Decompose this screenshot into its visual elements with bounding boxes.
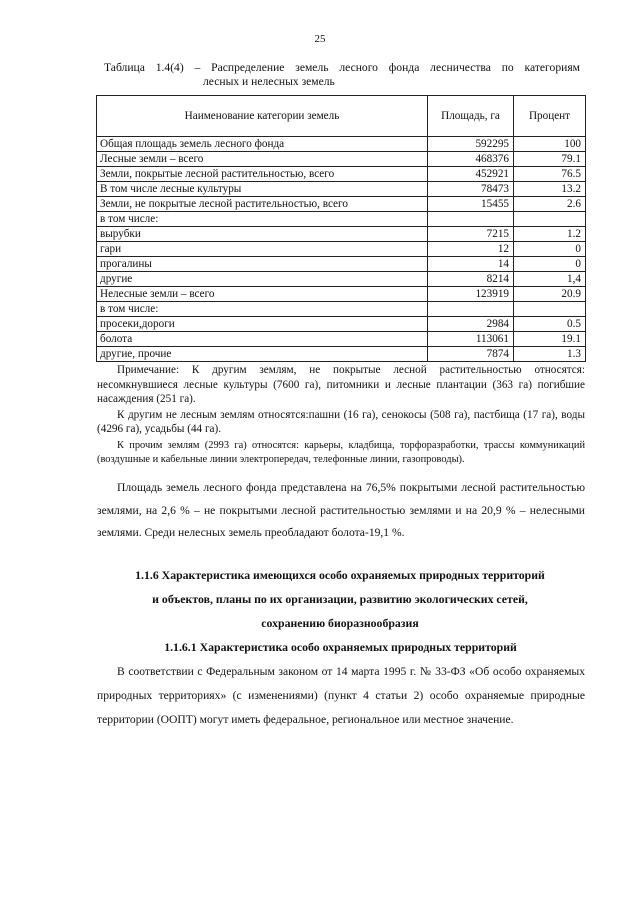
- cell-category: болота: [97, 332, 428, 347]
- cell-area: 452921: [428, 167, 514, 182]
- table-row: [97, 227, 586, 242]
- cell-category: просеки,дороги: [97, 317, 428, 332]
- cell-category: в том числе:: [97, 212, 428, 227]
- cell-area: [428, 212, 514, 227]
- table-row: [97, 197, 586, 212]
- table-row: [97, 182, 586, 197]
- table-row: [97, 167, 586, 182]
- section-heading-line2: и объектов, планы по их организации, развитию экологических сетей,: [152, 592, 528, 606]
- cell-area: 468376: [428, 152, 514, 167]
- cell-area: 113061: [428, 332, 514, 347]
- cell-area: 78473: [428, 182, 514, 197]
- column-header-area: Площадь, га: [428, 96, 514, 137]
- table-caption-line2: лесных и нелесных земель: [203, 75, 335, 88]
- cell-area: 7874: [428, 347, 514, 362]
- table-caption-line1: Таблица 1.4(4) – Распределение земель лесного фонда лесничества по категориям: [104, 61, 580, 74]
- cell-category: Земли, покрытые лесной растительностью, всего: [97, 167, 428, 182]
- cell-category: В том числе лесные культуры: [97, 182, 428, 197]
- subsection-heading: 1.1.6.1 Характеристика особо охраняемых природных территорий: [164, 640, 517, 654]
- table-row: [97, 272, 586, 287]
- cell-category: прогалины: [97, 257, 428, 272]
- cell-category: Нелесные земли – всего: [97, 287, 428, 302]
- section-heading-line3: сохранению биоразнообразия: [261, 616, 419, 630]
- cell-percent: 79.1: [514, 152, 586, 167]
- cell-percent: 13.2: [514, 182, 586, 197]
- cell-percent: 19.1: [514, 332, 586, 347]
- table-notes: [97, 363, 585, 468]
- section-heading-line1: 1.1.6 Характеристика имеющихся особо охраняемых природных территорий: [135, 568, 545, 582]
- column-header-category: Наименование категории земель: [97, 96, 428, 137]
- cell-category: другие, прочие: [97, 347, 428, 362]
- table-row: [97, 242, 586, 257]
- cell-area: 7215: [428, 227, 514, 242]
- cell-percent: 20.9: [514, 287, 586, 302]
- cell-percent: [514, 302, 586, 317]
- cell-area: 12: [428, 242, 514, 257]
- cell-area: 2984: [428, 317, 514, 332]
- table-header-row: [97, 96, 586, 137]
- cell-percent: 100: [514, 137, 586, 152]
- cell-category: в том числе:: [97, 302, 428, 317]
- table-row: [97, 212, 586, 227]
- cell-category: Общая площадь земель лесного фонда: [97, 137, 428, 152]
- table-row: [97, 347, 586, 362]
- table-row: [97, 317, 586, 332]
- cell-percent: 1.2: [514, 227, 586, 242]
- land-distribution-table: [96, 95, 586, 362]
- cell-category: гари: [97, 242, 428, 257]
- note-other-unforested: Примечание: К другим землям, не покрытые лесной растительностью относятся: несомкнувшиеся лесные культуры (7600 га), питомники и лесные плантации (363 га) погибшие насаждения (251 га).: [97, 364, 585, 405]
- cell-area: 123919: [428, 287, 514, 302]
- table-row: [97, 152, 586, 167]
- table-row: [97, 332, 586, 347]
- cell-percent: [514, 212, 586, 227]
- summary-text: Площадь земель лесного фонда представлена на 76,5% покрытыми лесной растительностью землями, на 2,6 % – не покрытыми лесной растительностью землями и на 20,9 % – нелесными землями. Среди нелесных земель преобладают болота-19,1 %.: [97, 481, 585, 539]
- cell-area: 8214: [428, 272, 514, 287]
- note-other-nonforest: К другим не лесным землям относятся:пашни (16 га), сенокосы (508 га), пастбища (17 га), воды (4296 га), усадьбы (44 га).: [97, 408, 585, 435]
- cell-percent: 2.6: [514, 197, 586, 212]
- cell-percent: 0.5: [514, 317, 586, 332]
- summary-paragraph: [97, 477, 585, 545]
- section-paragraph: В соответствии с Федеральным законом от 14 марта 1995 г. № 33-ФЗ «Об особо охраняемых природных территориях» (с изменениями) (пункт 4 статьи 2) особо охраняемые природные территории (ООПТ) могут иметь федеральное, региональное или местное значение.: [97, 665, 585, 726]
- cell-area: [428, 302, 514, 317]
- section-body: [97, 660, 585, 732]
- note-misc-lands: К прочим землям (2993 га) относятся: карьеры, кладбища, торфоразработки, трассы коммуникаций (воздушные и кабельные линии электропередач, телефонные линии, газопроводы).: [97, 439, 585, 465]
- table-row: [97, 257, 586, 272]
- cell-category: другие: [97, 272, 428, 287]
- cell-area: 592295: [428, 137, 514, 152]
- table-row: [97, 302, 586, 317]
- cell-percent: 1.3: [514, 347, 586, 362]
- table-row: [97, 287, 586, 302]
- cell-area: 15455: [428, 197, 514, 212]
- page-number: 25: [314, 33, 326, 45]
- cell-category: Земли, не покрытые лесной растительностью, всего: [97, 197, 428, 212]
- cell-percent: 0: [514, 257, 586, 272]
- cell-category: Лесные земли – всего: [97, 152, 428, 167]
- table-row: [97, 137, 586, 152]
- cell-category: вырубки: [97, 227, 428, 242]
- cell-percent: 0: [514, 242, 586, 257]
- cell-percent: 76.5: [514, 167, 586, 182]
- cell-percent: 1,4: [514, 272, 586, 287]
- table-caption: [104, 61, 580, 89]
- column-header-percent: Процент: [514, 96, 586, 137]
- cell-area: 14: [428, 257, 514, 272]
